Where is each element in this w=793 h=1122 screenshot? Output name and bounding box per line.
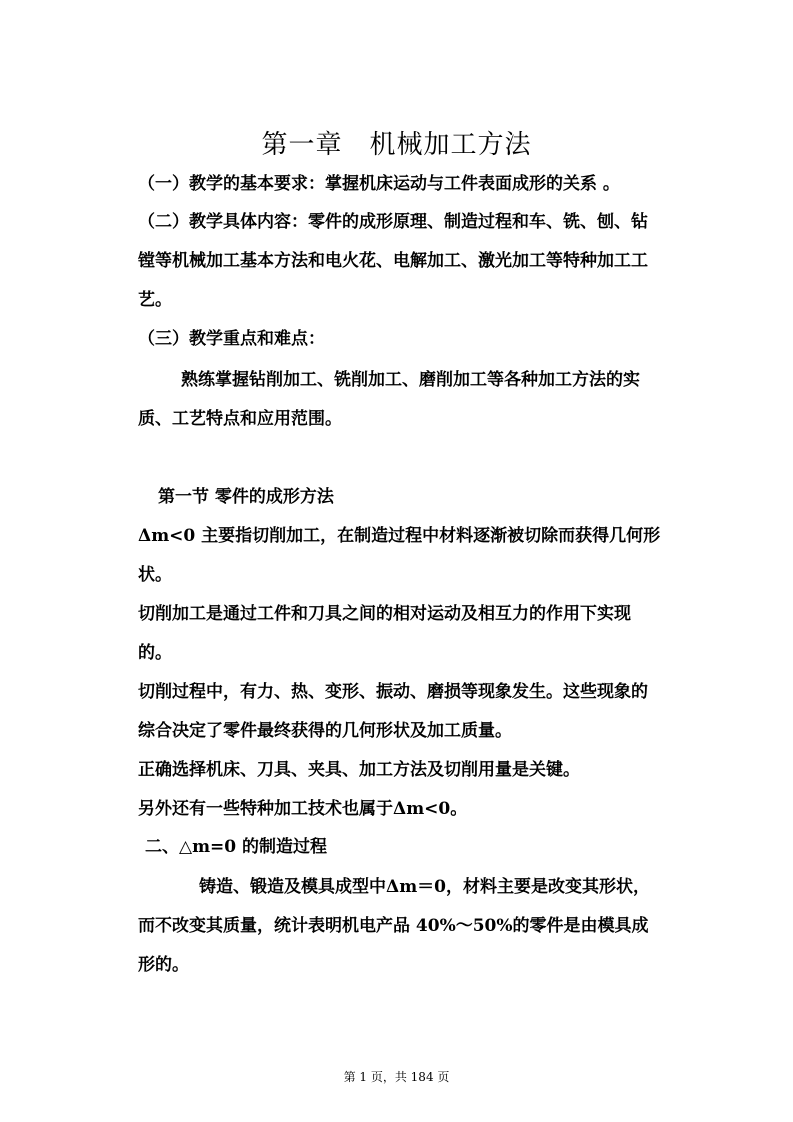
paragraph-line: 切削加工是通过工件和刀具之间的相对运动及相互力的作用下实现 [138,604,631,624]
key-points-line-2: 质、工艺特点和应用范围。 [138,409,342,429]
paragraph-line: 形的。 [138,955,189,975]
paragraph-line: 的。 [138,643,172,663]
paragraph-line: Δm<0 主要指切削加工，在制造过程中材料逐渐被切除而获得几何形 [138,526,661,546]
content-line-1: （二）教学具体内容：零件的成形原理、制造过程和车、铣、刨、钻 [138,212,648,232]
content-line-3: 艺。 [138,290,172,310]
paragraph-line: 铸造、锻造及模具成型中Δm＝0，材料主要是改变其形状， [199,877,651,897]
paragraph-line: 切削过程中，有力、热、变形、振动、磨损等现象发生。这些现象的 [138,682,648,702]
paragraph-line: 另外还有一些特种加工技术也属于Δm<0。 [138,799,468,819]
paragraph-line: 正确选择机床、刀具、夹具、加工方法及切削用量是关键。 [138,760,580,780]
key-points-heading: （三）教学重点和难点： [138,329,325,349]
section-heading: 第一节 零件的成形方法 [158,487,334,507]
paragraph-line: 状。 [138,565,172,585]
requirement-line: （一）教学的基本要求：掌握机床运动与工件表面成形的关系 。 [138,174,620,194]
content-line-2: 镗等机械加工基本方法和电火花、电解加工、激光加工等特种加工工 [138,251,648,271]
page-footer: 第 1 页，共 184 页 [343,1070,450,1084]
key-points-line-1: 熟练掌握钻削加工、铣削加工、磨削加工等各种加工方法的实 [181,370,640,390]
paragraph-line: 而不改变其质量，统计表明机电产品 40%～50%的零件是由模具成 [138,916,649,936]
subsection-heading: 二、△m=0 的制造过程 [145,837,328,857]
chapter-title: 第一章 机械加工方法 [261,130,532,160]
paragraph-line: 综合决定了零件最终获得的几何形状及加工质量。 [138,721,512,741]
